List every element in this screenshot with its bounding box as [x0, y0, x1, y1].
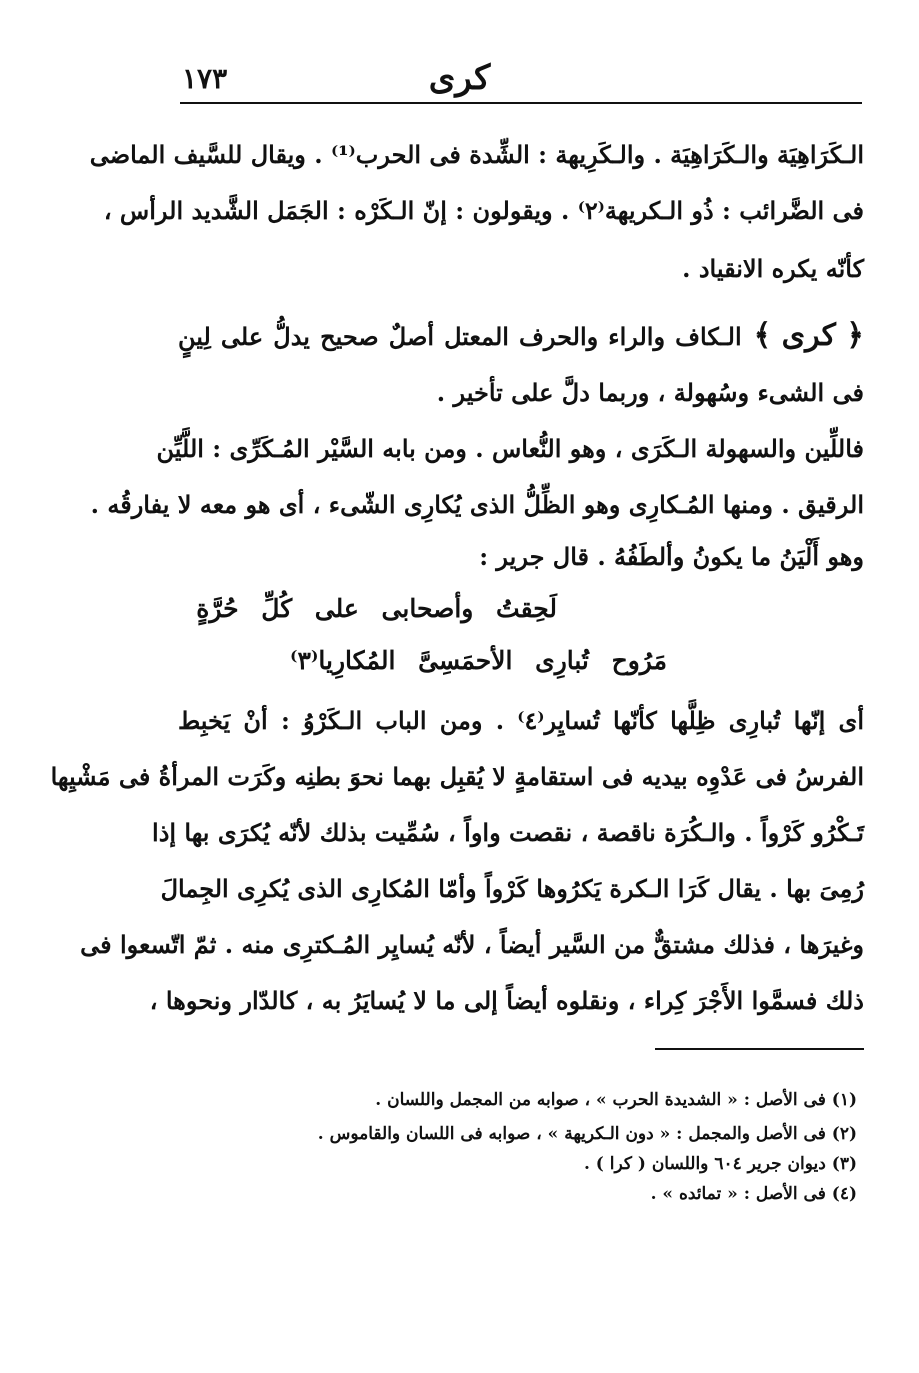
header-rule [180, 102, 862, 104]
footnote-2: (٢) فى الأصل والمجمل : « دون الـكريهة » ، صوابه فى اللسان والقاموس . [317, 1124, 857, 1144]
entry-line-4: الرقيق . ومنها المُـكارِى وهو الظِّلُّ الذى يُكارِى الشّىء ، أى هو معه لا يفارقُه . [90, 490, 864, 519]
entry-headword: ﴿ كرى ﴾ [753, 318, 864, 353]
para-line-6: ذلك فسمَّوا الأَجْرَ كِراء ، ونقلوه أيضاً إلى ما لا يُسايَرُ به ، كالدّار ونحوها ، [149, 986, 864, 1015]
body-line-1: الـكَرَاهِيَة والـكَرَاهِيَة . والـكَرِيهة : الشِّدة فى الحرب⁽¹⁾ . ويقال للسَّيف الماضى [89, 140, 864, 169]
footnote-4: (٤) فى الأصل : « تمائده » . [650, 1184, 857, 1204]
para-line-2: الفرسُ فى عَدْوِه بيديه فى استقامةٍ لا يُقبِل بهما نحوَ بطنِه وكَرَت المرأةُ فى مَشْيِها [50, 762, 864, 791]
footnote-1: (١) فى الأصل : « الشديدة الحرب » ، صوابه من المجمل واللسان . [375, 1090, 857, 1110]
entry-first-line: الـكاف والراء والحرف المعتل أصلٌ صحيح يدلُّ على لِينٍ [178, 322, 742, 351]
page-number: ١٧٣ [182, 62, 228, 95]
para-line-1: أى إنّها تُبارِى ظِلَّها كأنّها تُسايِر⁽٤⁾ . ومن الباب الـكَرْوُ : أنْ يَخبِط [178, 706, 865, 735]
entry-line-3: فاللِّين والسهولة الـكَرَى ، وهو النُّعاس . ومن بابه السَّيْر المُـكَرِّى : اللَّيِّن [156, 434, 864, 463]
entry-line-1 [178, 318, 864, 353]
verse-hemistich-2: مَرُوح تُبارِى الأحمَسِىَّ المُكارِيا⁽٣⁾ [290, 646, 667, 675]
body-line-3: كأنّه يكره الانقياد . [682, 254, 864, 283]
entry-line-2: فى الشىء وسُهولة ، وربما دلَّ على تأخير . [436, 378, 864, 407]
para-line-3: تَـكْرُو كَرْواً . والـكُرَة ناقصة ، نقصت واواً ، سُمِّيت بذلك لأنّه يُكرَى بها إذا [152, 818, 864, 847]
body-line-2: فى الضَّرائب : ذُو الـكريهة⁽٢⁾ . ويقولون : إنّ الـكَرْه : الجَمَل الشَّديد الرأس ، [103, 196, 864, 225]
para-line-5: وغيرَها ، فذلك مشتقٌّ من السَّير أيضاً ، لأنّه يُسايِر المُـكترِى منه . ثمّ اتّسعوا فى [80, 930, 864, 959]
footnote-3: (٣) ديوان جرير ٦٠٤ واللسان ( كرا ) . [583, 1154, 857, 1174]
footnote-rule [655, 1048, 864, 1050]
running-head: كرى [428, 58, 491, 98]
para-line-4: رُمِىَ بها . يقال كَرَا الـكرة يَكرُوها كَرْواً وأمّا المُكارِى الذى يُكرِى الجِمالَ [160, 874, 864, 903]
entry-line-5: وهو أَلْيَنُ ما يكونُ وألطَفُهُ . قال جرير : [479, 542, 864, 571]
verse-hemistich-1: لَحِقتُ وأصحابى على كُلِّ حُرَّةٍ [196, 594, 557, 623]
